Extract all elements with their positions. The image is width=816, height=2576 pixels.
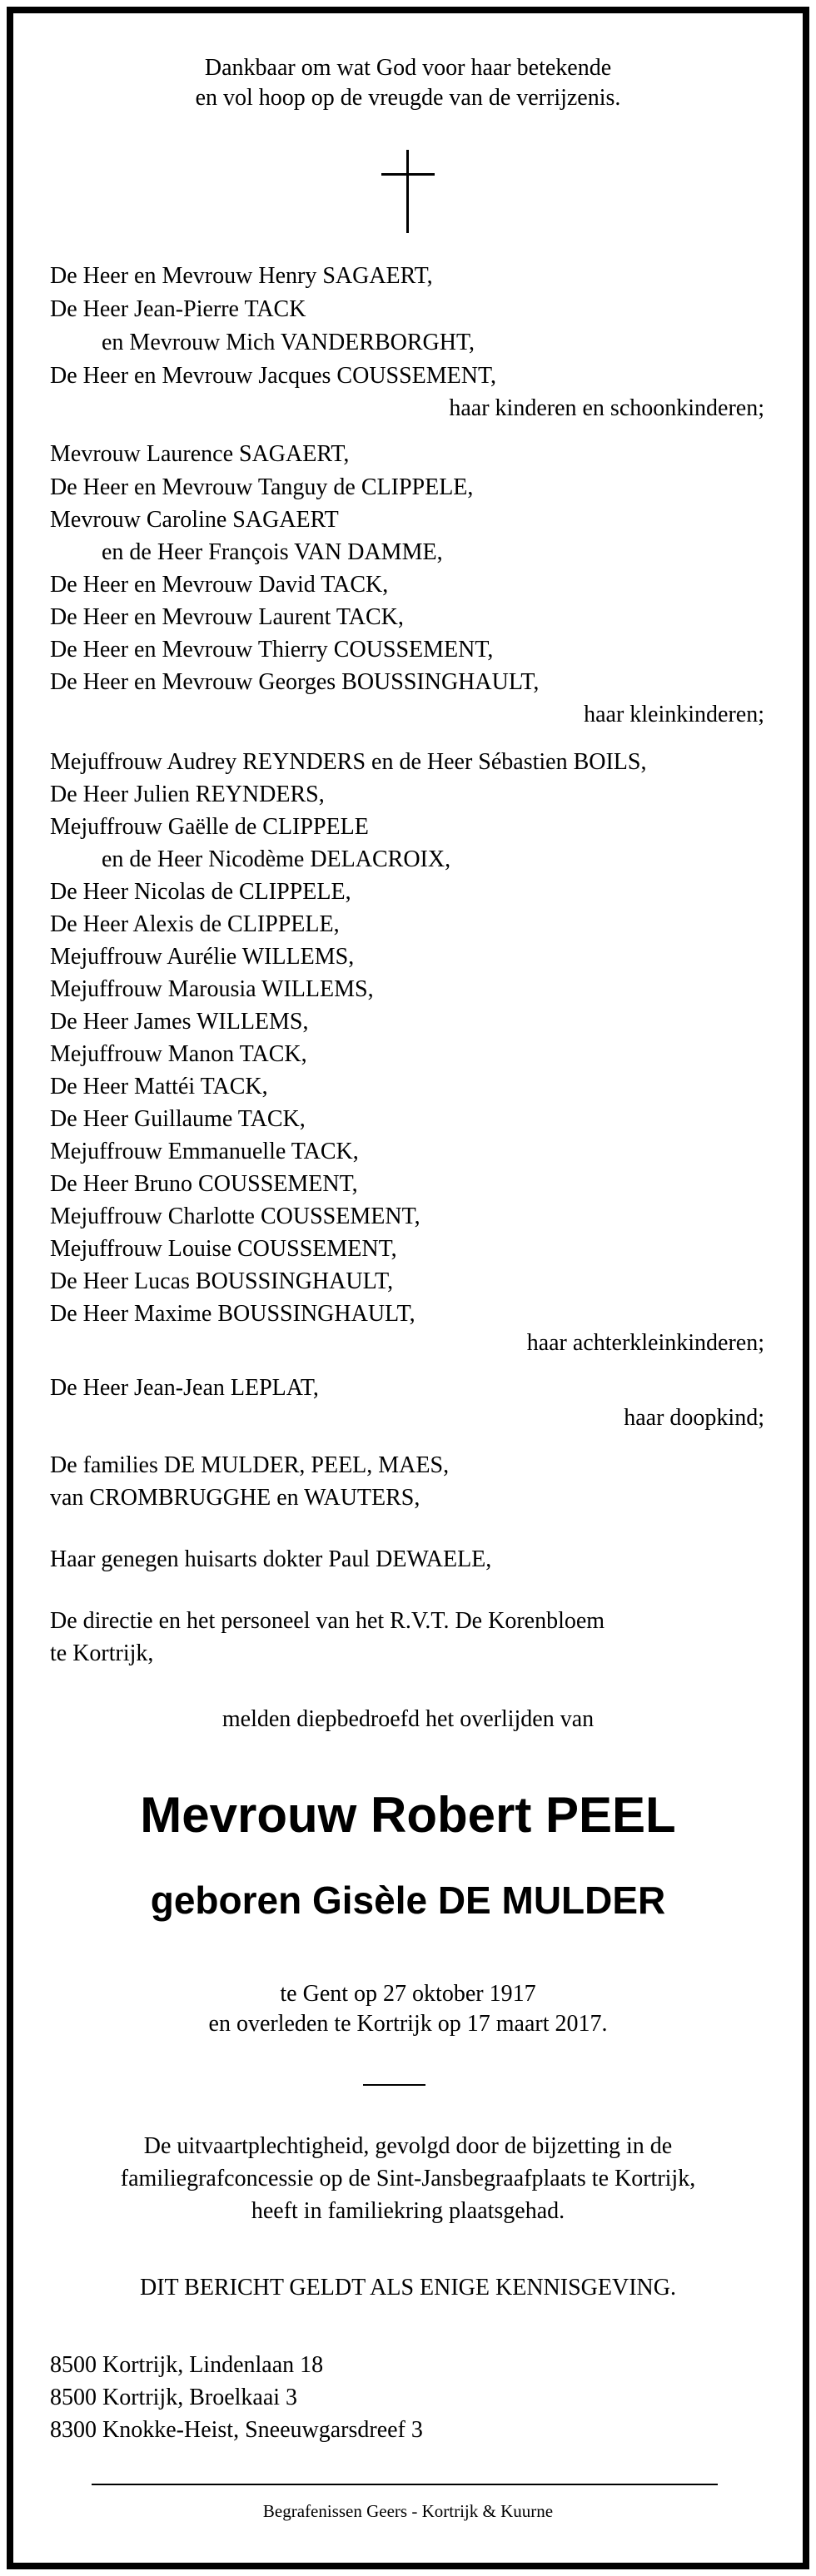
grandchildren-line-4: en de Heer François VAN DAMME,	[102, 539, 443, 565]
godchild-closing: haar doopkind;	[624, 1405, 764, 1431]
great-grandchildren-line-12: De Heer Guillaume TACK,	[50, 1106, 306, 1132]
divider-short	[363, 2084, 425, 2086]
great-grandchildren-line-4: en de Heer Nicodème DELACROIX,	[102, 846, 451, 872]
great-grandchildren-line-9: De Heer James WILLEMS,	[50, 1009, 309, 1035]
grandchildren-line-7: De Heer en Mevrouw Thierry COUSSEMENT,	[50, 637, 494, 663]
children-closing: haar kinderen en schoonkinderen;	[449, 395, 764, 421]
grandchildren-line-1: Mevrouw Laurence SAGAERT,	[50, 441, 350, 467]
grandchildren-line-5: De Heer en Mevrouw David TACK,	[50, 572, 389, 598]
intro-line-1: Dankbaar om wat God voor haar betekende	[204, 55, 612, 81]
great-grandchildren-line-16: Mejuffrouw Louise COUSSEMENT,	[50, 1236, 397, 1262]
great-grandchildren-line-10: Mejuffrouw Manon TACK,	[50, 1041, 307, 1067]
birth-line: te Gent op 27 oktober 1917	[280, 1981, 536, 2007]
families-line-2: van CROMBRUGGHE en WAUTERS,	[50, 1485, 420, 1511]
grandchildren-line-2: De Heer en Mevrouw Tanguy de CLIPPELE,	[50, 474, 474, 500]
funeral-line-1: De uitvaartplechtigheid, gevolgd door de bijzetting in de	[143, 2133, 673, 2159]
funeral-line-3: heeft in familiekring plaatsgehad.	[251, 2198, 565, 2224]
address-3: 8300 Knokke-Heist, Sneeuwgarsdreef 3	[50, 2417, 423, 2443]
footer-funeral-home: Begrafenissen Geers - Kortrijk & Kuurne	[262, 2501, 554, 2521]
divider-long	[92, 2484, 718, 2485]
children-line-1: De Heer en Mevrouw Henry SAGAERT,	[50, 263, 433, 289]
great-grandchildren-line-2: De Heer Julien REYNDERS,	[50, 782, 325, 807]
families-line-1: De families DE MULDER, PEEL, MAES,	[50, 1452, 450, 1478]
great-grandchildren-line-17: De Heer Lucas BOUSSINGHAULT,	[50, 1268, 394, 1294]
children-line-2: De Heer Jean-Pierre TACK	[50, 296, 306, 322]
great-grandchildren-line-5: De Heer Nicolas de CLIPPELE,	[50, 879, 351, 905]
great-grandchildren-line-18: De Heer Maxime BOUSSINGHAULT,	[50, 1301, 415, 1327]
grandchildren-line-6: De Heer en Mevrouw Laurent TACK,	[50, 604, 404, 630]
announce-line: melden diepbedroefd het overlijden van	[221, 1706, 595, 1732]
care-home-line-1: De directie en het personeel van het R.V.T. De Korenbloem	[50, 1608, 605, 1634]
grandchildren-line-8: De Heer en Mevrouw Georges BOUSSINGHAULT,	[50, 669, 540, 695]
death-line: en overleden te Kortrijk op 17 maart 2017.	[208, 2011, 608, 2037]
deceased-name: Mevrouw Robert PEEL	[140, 1787, 676, 1843]
great-grandchildren-line-14: De Heer Bruno COUSSEMENT,	[50, 1171, 358, 1197]
great-grandchildren-line-15: Mejuffrouw Charlotte COUSSEMENT,	[50, 1204, 420, 1229]
grandchildren-closing: haar kleinkinderen;	[584, 702, 764, 727]
care-home-line-2: te Kortrijk,	[50, 1640, 154, 1666]
address-2: 8500 Kortrijk, Broelkaai 3	[50, 2385, 298, 2410]
great-grandchildren-line-3: Mejuffrouw Gaëlle de CLIPPELE	[50, 814, 369, 840]
children-line-3: en Mevrouw Mich VANDERBORGHT,	[102, 330, 475, 355]
great-grandchildren-line-8: Mejuffrouw Marousia WILLEMS,	[50, 976, 374, 1002]
great-grandchildren-line-7: Mejuffrouw Aurélie WILLEMS,	[50, 944, 355, 970]
notice-line: DIT BERICHT GELDT ALS ENIGE KENNISGEVING.	[140, 2275, 676, 2301]
cross-icon	[0, 150, 816, 233]
address-1: 8500 Kortrijk, Lindenlaan 18	[50, 2352, 324, 2378]
funeral-line-2: familiegrafconcessie op de Sint-Jansbegraafplaats te Kortrijk,	[120, 2166, 696, 2191]
children-line-4: De Heer en Mevrouw Jacques COUSSEMENT,	[50, 363, 497, 389]
great-grandchildren-line-13: Mejuffrouw Emmanuelle TACK,	[50, 1139, 359, 1164]
grandchildren-line-3: Mevrouw Caroline SAGAERT	[50, 507, 339, 533]
great-grandchildren-line-6: De Heer Alexis de CLIPPELE,	[50, 911, 340, 937]
doctor-line: Haar genegen huisarts dokter Paul DEWAELE,	[50, 1546, 492, 1572]
great-grandchildren-line-11: De Heer Mattéi TACK,	[50, 1074, 268, 1099]
deceased-birth-name: geboren Gisèle DE MULDER	[150, 1879, 666, 1922]
great-grandchildren-line-1: Mejuffrouw Audrey REYNDERS en de Heer Sébastien BOILS,	[50, 749, 647, 775]
intro-line-2: en vol hoop op de vreugde van de verrijzenis.	[195, 85, 621, 111]
great-grandchildren-closing: haar achterkleinkinderen;	[526, 1330, 764, 1356]
godchild-line: De Heer Jean-Jean LEPLAT,	[50, 1375, 319, 1401]
